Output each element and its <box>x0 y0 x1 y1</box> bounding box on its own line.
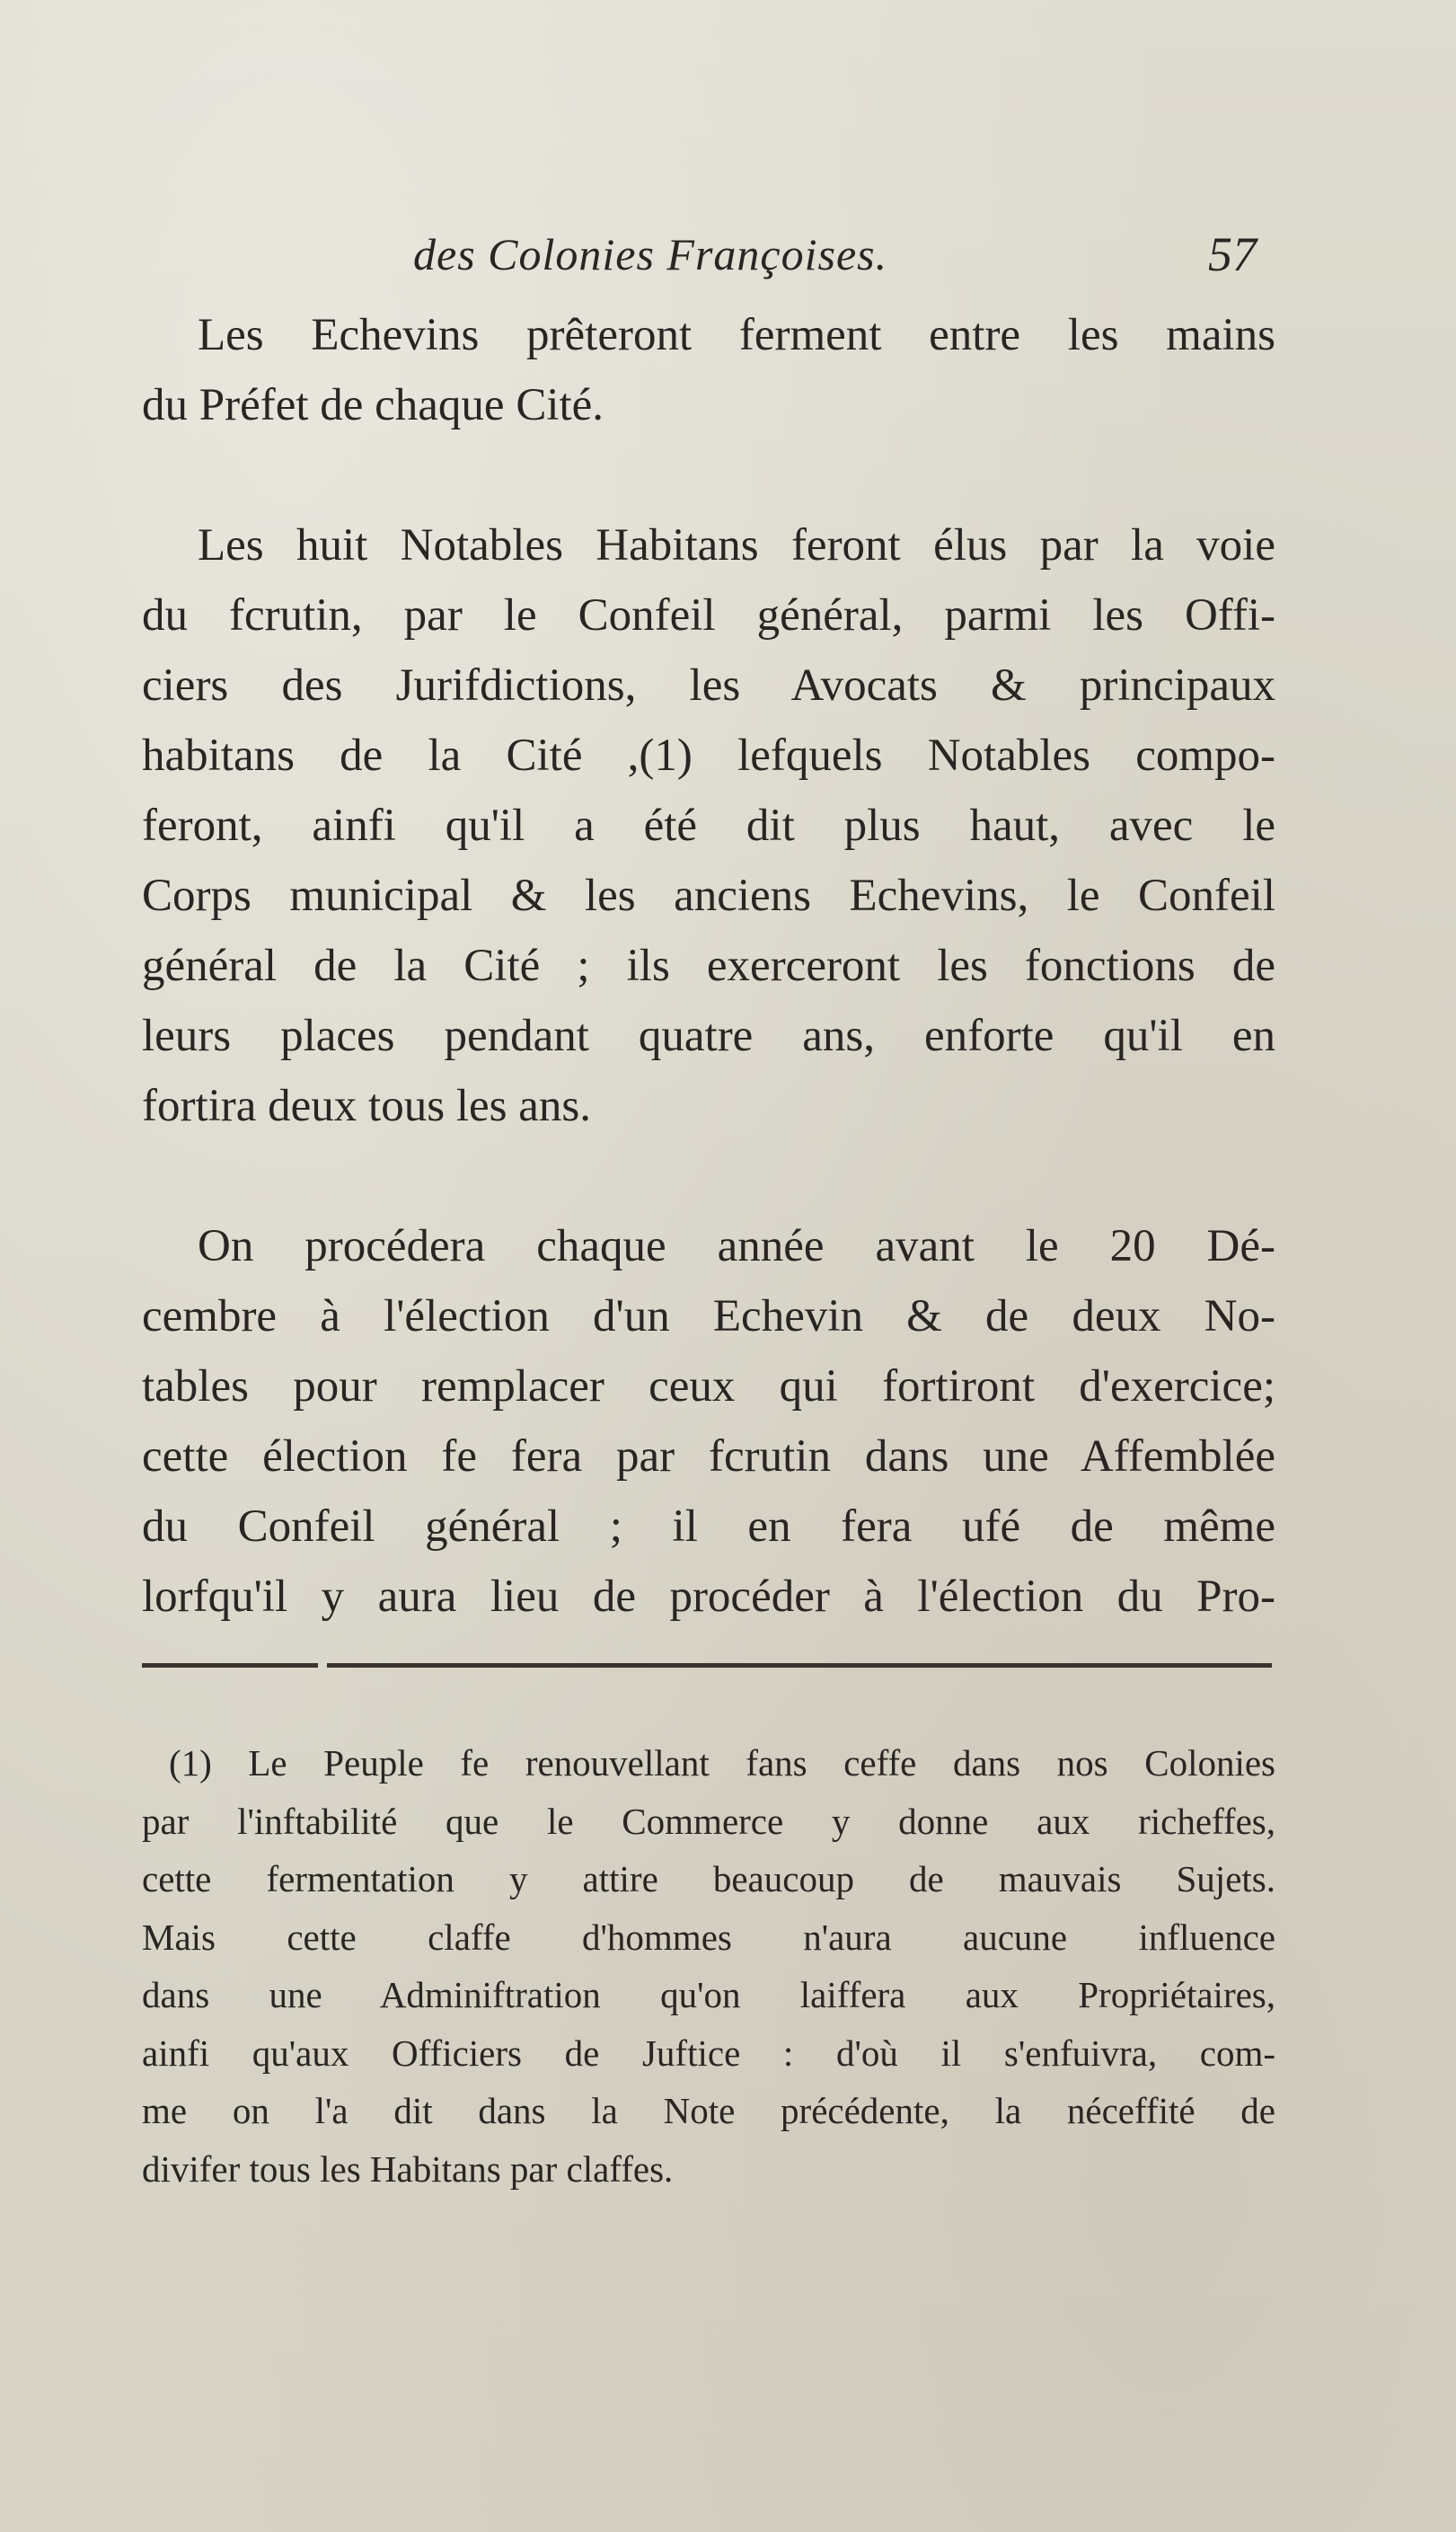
running-title: des Colonies Françoises. <box>413 229 888 279</box>
text-line: fortira deux tous les ans. <box>142 1081 591 1131</box>
footnote-line: cette fermentation y attire beaucoup de mauvais Sujets. <box>142 1858 1275 1899</box>
text-line: tables pour remplacer ceux qui fortiront d'exercice; <box>142 1361 1275 1412</box>
footnote-line: divifer tous les Habitans par claffes. <box>142 2147 674 2190</box>
paragraph <box>142 1211 1275 1632</box>
page-header <box>0 223 1456 286</box>
footnote-line: ainfi qu'aux Officiers de Juftice : d'où il s'enfuivra, com- <box>142 2032 1275 2074</box>
text-line: général de la Cité ; ils exerceront les fonctions de <box>142 941 1275 991</box>
footnote-divider <box>142 1660 1272 1671</box>
text-line: feront, ainfi qu'il a été dit plus haut, avec le <box>142 801 1275 851</box>
footnote-line: dans une Adminiftration qu'on laiffera aux Propriétaires, <box>142 1974 1275 2015</box>
text-line: Corps municipal & les anciens Echevins, le Confeil <box>142 871 1275 921</box>
paragraph <box>142 300 1275 440</box>
footnote-line: (1) Le Peuple fe renouvellant fans ceffe dans nos Colonies <box>169 1742 1275 1784</box>
footnote-line: me on l'a dit dans la Note précédente, la néceffité de <box>142 2090 1275 2131</box>
page-number: 57 <box>1208 227 1257 281</box>
text-line: du fcrutin, par le Confeil général, parmi les Offi- <box>142 590 1275 641</box>
paragraph-gap <box>142 1141 1275 1211</box>
text-line: cembre à l'élection d'un Echevin & de deux No- <box>142 1291 1275 1341</box>
text-line: Les huit Notables Habitans feront élus par la voie <box>198 520 1275 571</box>
divider-segment <box>142 1663 318 1668</box>
main-text <box>142 300 1275 1632</box>
footnote-line: Mais cette claffe d'hommes n'aura aucune influence <box>142 1916 1275 1958</box>
text-line: leurs places pendant quatre ans, enforte qu'il en <box>142 1011 1275 1061</box>
footnote-line: par l'inftabilité que le Commerce y donne aux richeffes, <box>142 1800 1275 1842</box>
text-line: habitans de la Cité ,(1) lefquels Notables compo- <box>142 730 1275 781</box>
text-line: du Confeil général ; il en fera ufé de même <box>142 1501 1275 1552</box>
divider-segment <box>327 1663 1272 1668</box>
text-line: Les Echevins prêteront ferment entre les mains <box>198 310 1275 360</box>
text-line: du Préfet de chaque Cité. <box>142 380 604 430</box>
text-line: lorfqu'il y aura lieu de procéder à l'élection du Pro- <box>142 1571 1275 1622</box>
footnote <box>142 1734 1275 2198</box>
text-line: On procédera chaque année avant le 20 Dé- <box>198 1221 1275 1271</box>
text-line: cette élection fe fera par fcrutin dans une Affemblée <box>142 1431 1275 1482</box>
paragraph <box>142 510 1275 1141</box>
text-line: ciers des Jurifdictions, les Avocats & principaux <box>142 660 1275 711</box>
paragraph-gap <box>142 440 1275 510</box>
